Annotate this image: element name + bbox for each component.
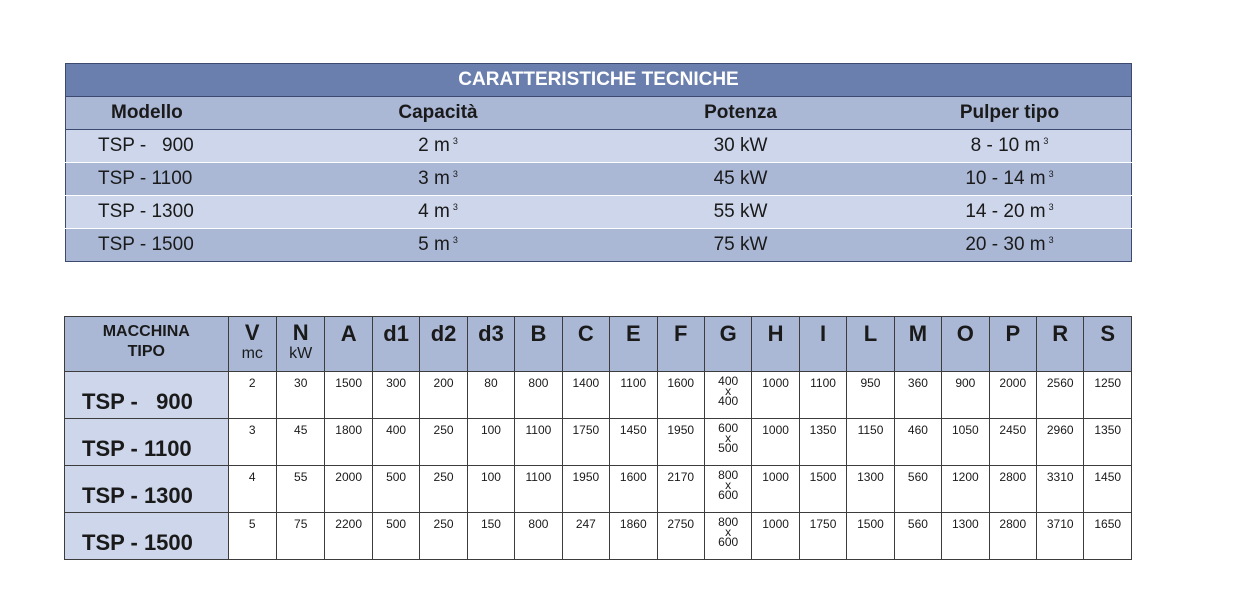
d2-cell: 250 <box>420 419 467 466</box>
header-d1: d1 <box>372 317 419 372</box>
capacity-cell: 3 m $^3$ <box>283 163 593 196</box>
d1-cell: 400 <box>372 419 419 466</box>
table-row <box>66 130 1132 163</box>
m-cell: 560 <box>894 466 941 513</box>
e-cell: 1100 <box>610 372 657 419</box>
p-cell: 2800 <box>989 513 1036 560</box>
table-row <box>65 419 1132 466</box>
l-cell: 950 <box>847 372 894 419</box>
header-h: H <box>752 317 799 372</box>
c-cell: 1750 <box>562 419 609 466</box>
s-cell: 1350 <box>1084 419 1132 466</box>
header-macchina-tipo: MACCHINA TIPO <box>65 317 229 372</box>
a-cell: 2200 <box>325 513 372 560</box>
pulper-cell: 14 - 20 m $^3$ <box>888 196 1132 229</box>
c-cell: 247 <box>562 513 609 560</box>
model-cell: TSP - 1500 <box>65 513 229 560</box>
d3-cell: 100 <box>467 466 514 513</box>
power-cell: 75 kW <box>593 229 888 262</box>
capacity-cell: 2 m $^3$ <box>283 130 593 163</box>
header-m: M <box>894 317 941 372</box>
l-cell: 1300 <box>847 466 894 513</box>
header-d2: d2 <box>420 317 467 372</box>
a-cell: 1800 <box>325 419 372 466</box>
header-capacita: Capacità <box>283 97 593 130</box>
header-g: G <box>704 317 751 372</box>
l-cell: 1500 <box>847 513 894 560</box>
table-row <box>66 196 1132 229</box>
header-p: P <box>989 317 1036 372</box>
p-cell: 2450 <box>989 419 1036 466</box>
s-cell: 1250 <box>1084 372 1132 419</box>
b-cell: 800 <box>515 372 562 419</box>
m-cell: 460 <box>894 419 941 466</box>
n-cell: 30 <box>276 372 324 419</box>
header-n: N kW <box>276 317 324 372</box>
technical-specs-table <box>65 63 1132 262</box>
p-cell: 2000 <box>989 372 1036 419</box>
header-e: E <box>610 317 657 372</box>
r-cell: 2960 <box>1037 419 1084 466</box>
i-cell: 1100 <box>799 372 846 419</box>
a-cell: 2000 <box>325 466 372 513</box>
n-cell: 45 <box>276 419 324 466</box>
r-cell: 3310 <box>1037 466 1084 513</box>
pulper-cell: 20 - 30 m $^3$ <box>888 229 1132 262</box>
pulper-cell: 8 - 10 m $^3$ <box>888 130 1132 163</box>
pulper-cell: 10 - 14 m $^3$ <box>888 163 1132 196</box>
capacity-cell: 4 m $^3$ <box>283 196 593 229</box>
header-a: A <box>325 317 372 372</box>
dimensions-table <box>64 316 1132 560</box>
f-cell: 1950 <box>657 419 704 466</box>
power-cell: 45 kW <box>593 163 888 196</box>
e-cell: 1450 <box>610 419 657 466</box>
g-cell: 800 x 600 <box>704 466 751 513</box>
model-cell: TSP - 1300 <box>65 466 229 513</box>
model-cell: TSP - 900 <box>66 130 284 163</box>
p-cell: 2800 <box>989 466 1036 513</box>
c-cell: 1400 <box>562 372 609 419</box>
power-cell: 55 kW <box>593 196 888 229</box>
b-cell: 1100 <box>515 419 562 466</box>
header-modello: Modello <box>66 97 284 130</box>
d3-cell: 80 <box>467 372 514 419</box>
o-cell: 1300 <box>942 513 989 560</box>
d2-cell: 250 <box>420 466 467 513</box>
header-d3: d3 <box>467 317 514 372</box>
header-v: V mc <box>228 317 276 372</box>
b-cell: 1100 <box>515 466 562 513</box>
header-b: B <box>515 317 562 372</box>
model-cell: TSP - 1500 <box>66 229 284 262</box>
g-cell: 400 x 400 <box>704 372 751 419</box>
f-cell: 2750 <box>657 513 704 560</box>
o-cell: 1200 <box>942 466 989 513</box>
v-cell: 2 <box>228 372 276 419</box>
table-row <box>65 466 1132 513</box>
f-cell: 1600 <box>657 372 704 419</box>
table-row <box>65 513 1132 560</box>
model-cell: TSP - 1100 <box>66 163 284 196</box>
e-cell: 1600 <box>610 466 657 513</box>
s-cell: 1650 <box>1084 513 1132 560</box>
n-cell: 75 <box>276 513 324 560</box>
m-cell: 360 <box>894 372 941 419</box>
header-f: F <box>657 317 704 372</box>
d1-cell: 500 <box>372 513 419 560</box>
h-cell: 1000 <box>752 419 799 466</box>
h-cell: 1000 <box>752 513 799 560</box>
d2-cell: 200 <box>420 372 467 419</box>
i-cell: 1750 <box>799 513 846 560</box>
c-cell: 1950 <box>562 466 609 513</box>
model-cell: TSP - 1100 <box>65 419 229 466</box>
o-cell: 900 <box>942 372 989 419</box>
header-potenza: Potenza <box>593 97 888 130</box>
d3-cell: 100 <box>467 419 514 466</box>
f-cell: 2170 <box>657 466 704 513</box>
d1-cell: 500 <box>372 466 419 513</box>
v-cell: 3 <box>228 419 276 466</box>
header-l: L <box>847 317 894 372</box>
n-cell: 55 <box>276 466 324 513</box>
table-title: CARATTERISTICHE TECNICHE <box>66 64 1132 97</box>
r-cell: 2560 <box>1037 372 1084 419</box>
i-cell: 1500 <box>799 466 846 513</box>
m-cell: 560 <box>894 513 941 560</box>
e-cell: 1860 <box>610 513 657 560</box>
h-cell: 1000 <box>752 372 799 419</box>
header-o: O <box>942 317 989 372</box>
l-cell: 1150 <box>847 419 894 466</box>
header-row <box>65 317 1132 372</box>
power-cell: 30 kW <box>593 130 888 163</box>
header-r: R <box>1037 317 1084 372</box>
table-row <box>65 372 1132 419</box>
header-s: S <box>1084 317 1132 372</box>
i-cell: 1350 <box>799 419 846 466</box>
model-cell: TSP - 900 <box>65 372 229 419</box>
a-cell: 1500 <box>325 372 372 419</box>
v-cell: 4 <box>228 466 276 513</box>
v-cell: 5 <box>228 513 276 560</box>
header-c: C <box>562 317 609 372</box>
header-pulper-tipo: Pulper tipo <box>888 97 1132 130</box>
s-cell: 1450 <box>1084 466 1132 513</box>
r-cell: 3710 <box>1037 513 1084 560</box>
table-row <box>66 229 1132 262</box>
o-cell: 1050 <box>942 419 989 466</box>
d1-cell: 300 <box>372 372 419 419</box>
header-i: I <box>799 317 846 372</box>
h-cell: 1000 <box>752 466 799 513</box>
g-cell: 800 x 600 <box>704 513 751 560</box>
d2-cell: 250 <box>420 513 467 560</box>
d3-cell: 150 <box>467 513 514 560</box>
table-row <box>66 163 1132 196</box>
model-cell: TSP - 1300 <box>66 196 284 229</box>
capacity-cell: 5 m $^3$ <box>283 229 593 262</box>
b-cell: 800 <box>515 513 562 560</box>
g-cell: 600 x 500 <box>704 419 751 466</box>
